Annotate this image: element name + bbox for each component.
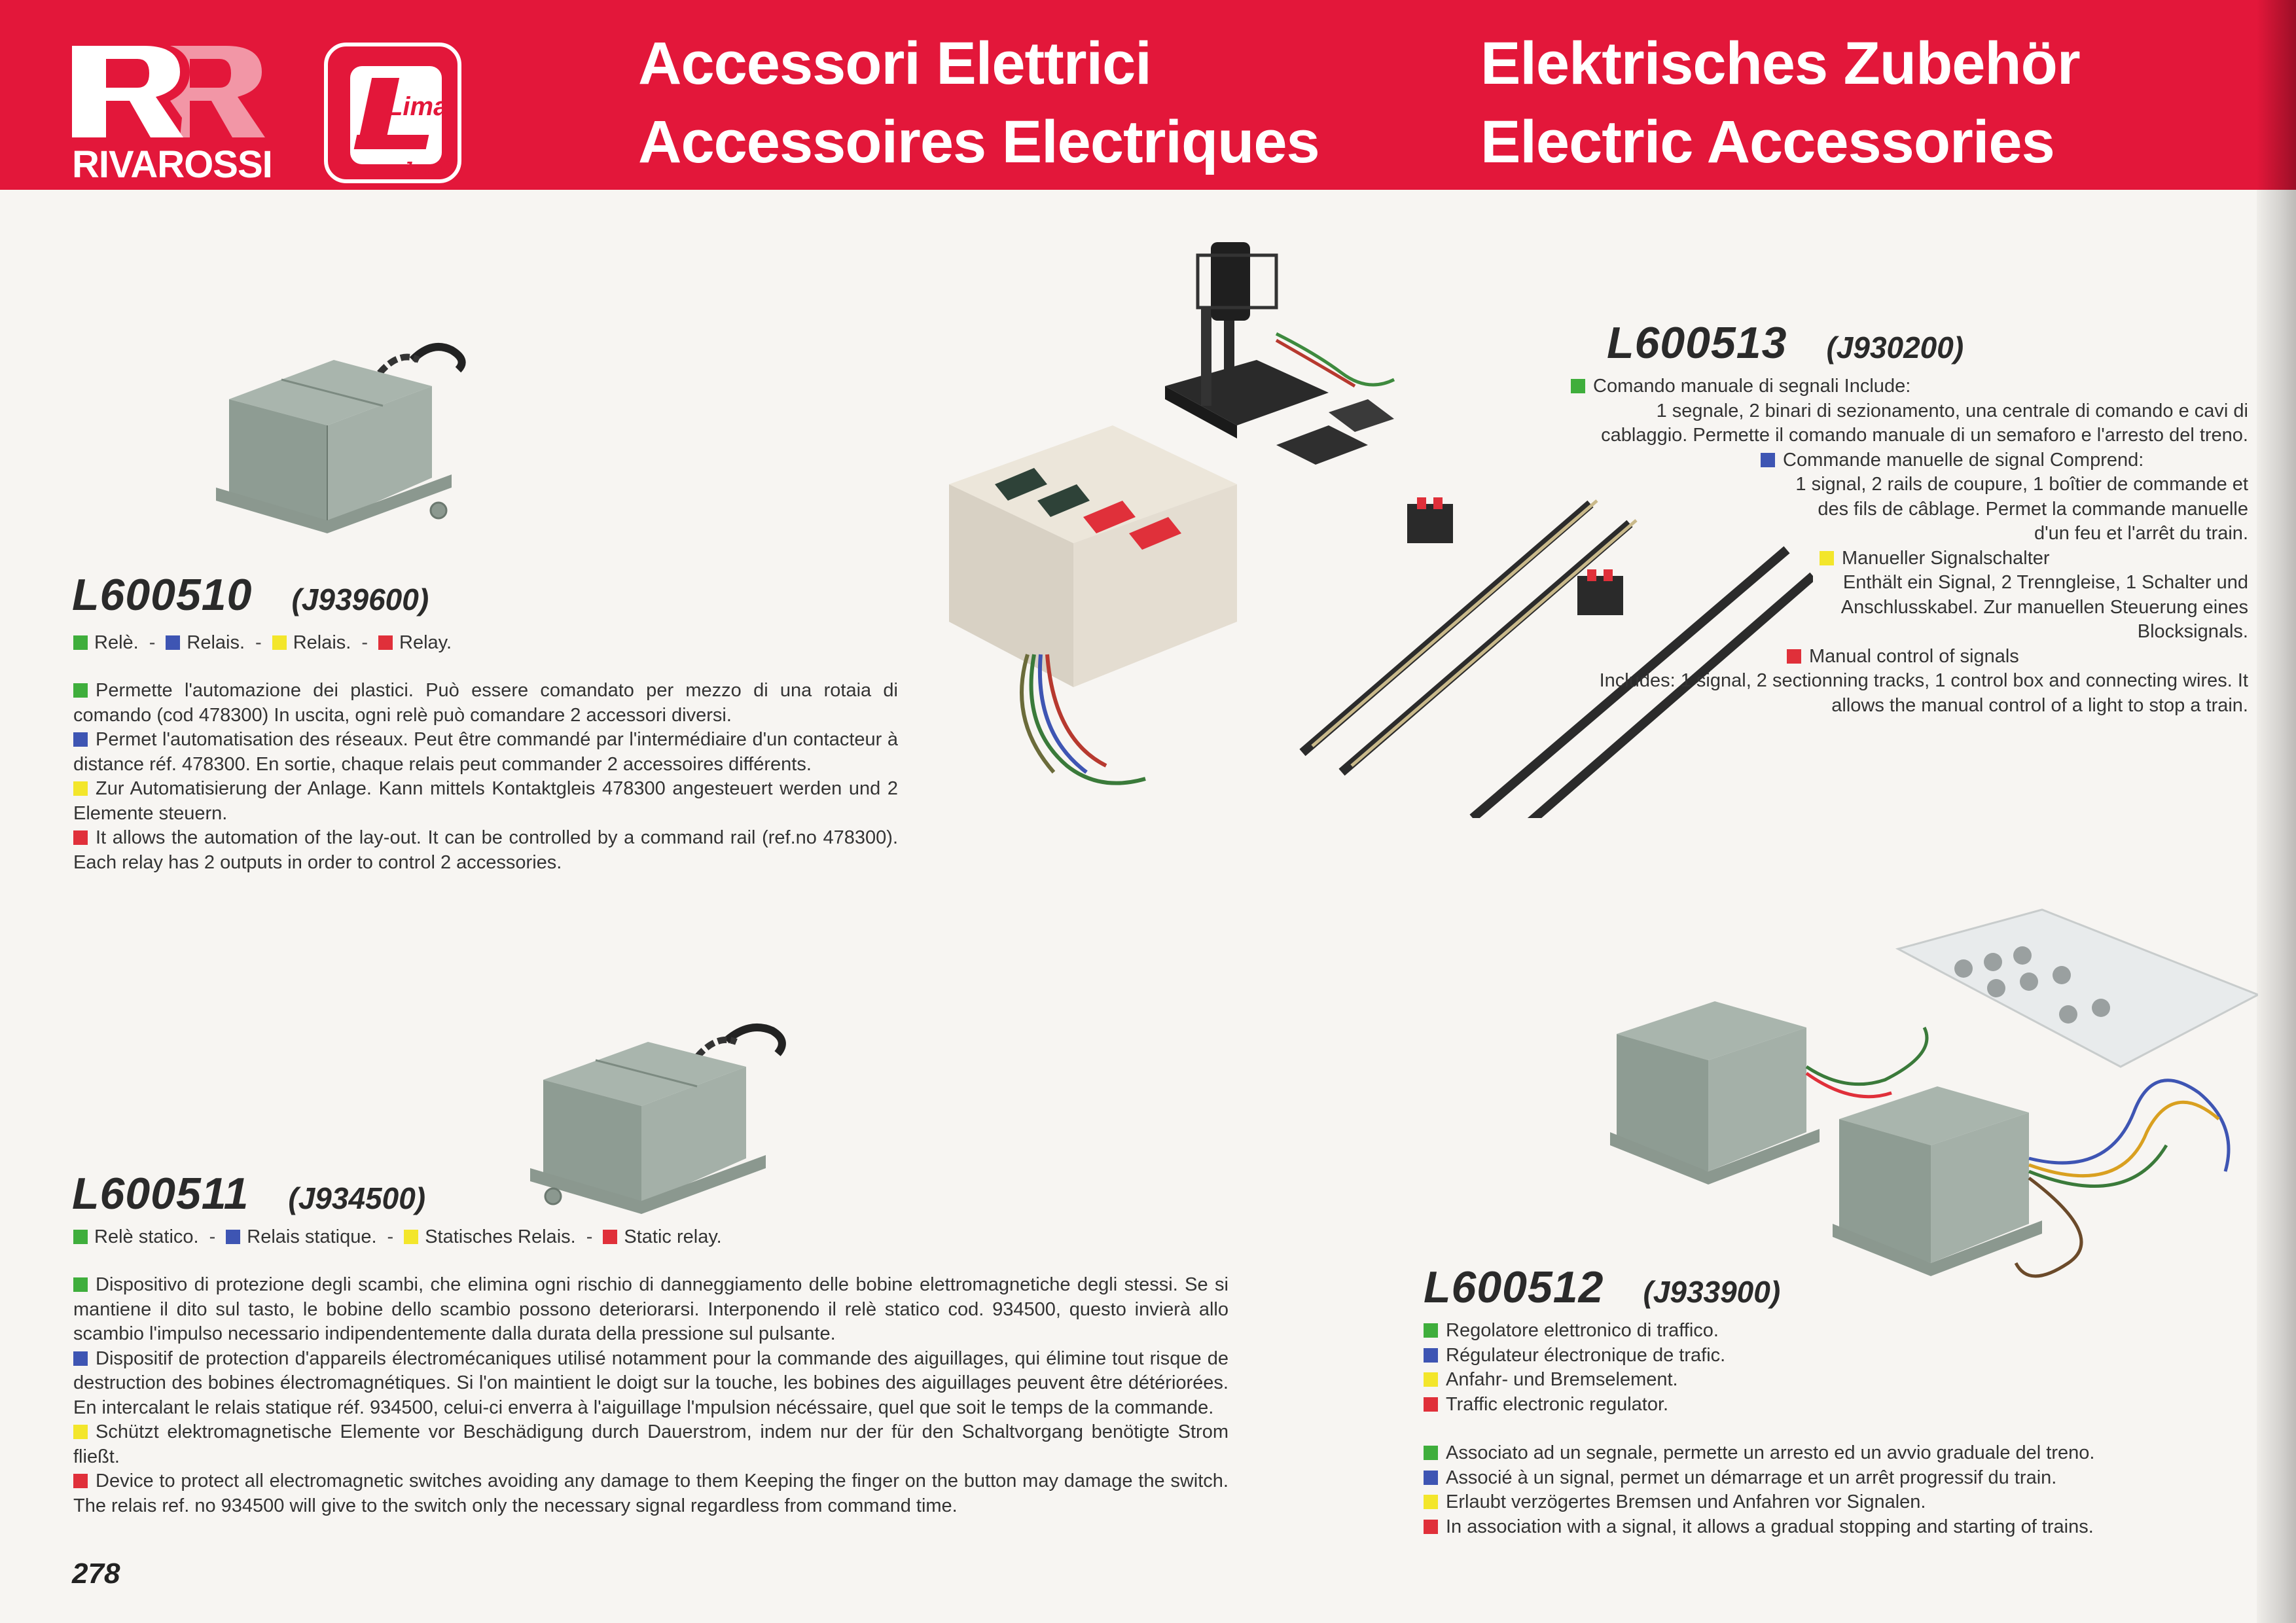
product-ref-j933900: (J933900): [1643, 1275, 1781, 1309]
description-l600511: Dispositivo di protezione degli scambi, che elimina ogni rischio di danneggiamento delle bobine elettromagnetiche degli stessi. Se si mantiene il dito sul tasto, le bobine dello scambio possono deteriorarsi. Interponendo il relè statico cod. 934500, questo invierà allo scambio l'impulso necessario indipendentemente dalla durata della pressione sul pulsante. Dispositif de protection d'appareils électromécaniques utilisé notamment pour la commande des aiguillages, qui élimine tout risque de destruction des bobines électromagnétiques. Si l'on maintient le doigt sur la touche, les bobines des aiguillages peuvent être détériorées. En intercalant le relais statique réf. 934500, celui-ci enverra à l'aiguillage l'mpulsion nécéssaire, quel que soit le temps de la commande. Schützt elektromagnetische Elemente vor Beschädigung durch Dauerstrom, indem nur der für den Schaltvorgang benötigte Strom fließt. Device to protect all electromagnetic switches avoiding any damage to them Keeping the finger on the button may damage the switch. The relais ref. no 934500 will give to the switch only the necessary signal regardless from command time.: [73, 1274, 1229, 1516]
italian-square-icon: [73, 1230, 88, 1244]
product-code-l600511: L600511 (J934500): [72, 1169, 426, 1219]
german-square-icon: [73, 1425, 88, 1439]
french-square-icon: [73, 732, 88, 747]
german-square-icon: [73, 781, 88, 796]
lima-logo-badge: [350, 66, 448, 177]
legend-l600512: Regolatore elettronico di traffico. Régulateur électronique de trafic. Anfahr- und Bremselement. Traffic electronic regulator.: [1424, 1319, 2248, 1417]
legend-l600510: Relè. - Relais. - Relais. - Relay.: [73, 632, 452, 654]
header-band: [0, 0, 2296, 190]
english-square-icon: [1787, 649, 1801, 664]
description-l600512: Associato ad un segnale, permette un arresto ed un avvio graduale del treno. Associé à un signal, permet un démarrage et un arrêt progressif du train. Erlaubt verzögertes Bremsen und Anfahren vor Signalen. In association with a signal, it allows a gradual stopping and starting of trains.: [1424, 1441, 2248, 1539]
rivarossi-wordmark: RIVAROSSI: [72, 143, 272, 186]
rivarossi-rr-icon: [72, 46, 268, 137]
description-l600513: Comando manuale di segnali Include: 1 segnale, 2 binari di sezionamento, una centrale di comando e cavi di cablaggio. Permette il comando manuale di un semaforo e l'arresto del treno. Commande manuelle de signal Comprend: 1 signal, 2 rails de coupure, 1 boîtier de commande et des fils de câblage. Permet la commande manuelle d'un feu et l'arrêt du train. Manueller Signalschalter Enthält ein Signal, 2 Trenngleise, 1 Schalter und Anschlusskabel. Zur manuellen Steuerung eines Blocksignals. Manual control of signals Includes: 1 signal, 2 sectionning tracks, 1 control box and connecting wires. It allows the manual control of a light to stop a train.: [1571, 374, 2248, 718]
english-square-icon: [73, 830, 88, 845]
legend-l600511: Relè statico. - Relais statique. - Statisches Relais. - Static relay.: [73, 1226, 722, 1248]
german-square-icon: [1424, 1372, 1438, 1387]
relay-image: [216, 314, 491, 537]
french-square-icon: [166, 635, 180, 650]
english-square-icon: [378, 635, 393, 650]
italian-square-icon: [1424, 1323, 1438, 1338]
english-square-icon: [73, 1474, 88, 1488]
product-code-l600513: L600513 (J930200): [1607, 318, 1964, 368]
title-french: Accessoires Electriques: [638, 109, 1319, 175]
italian-square-icon: [73, 635, 88, 650]
product-ref-j934500: (J934500): [288, 1181, 426, 1215]
english-square-icon: [1424, 1397, 1438, 1412]
german-square-icon: [272, 635, 287, 650]
description-l600510: Permette l'automazione dei plastici. Può essere comandato per mezzo di una rotaia di comando (cod 478300) In uscita, ogni relè può comandare 2 accessori diversi. Permet l'automatisation des réseaux. Peut être commandé par l'intermédiaire d'un contacteur à distance réf. 478300. En sortie, chaque relais peut commander 2 accessoires différents. Zur Automatisierung der Anlage. Kann mittels Kontaktgleis 478300 angesteuert werden und 2 Elemente steuern. It allows the automation of the lay-out. It can be controlled by a command rail (ref.no 478300). Each relay has 2 outputs in order to control 2 accessories.: [73, 680, 898, 873]
german-square-icon: [1820, 551, 1834, 565]
french-square-icon: [1761, 453, 1775, 467]
french-square-icon: [226, 1230, 240, 1244]
product-ref-j930200: (J930200): [1826, 330, 1964, 365]
product-ref-j939600: (J939600): [291, 582, 429, 616]
next-page-edge: [2257, 190, 2296, 1623]
french-square-icon: [1424, 1471, 1438, 1485]
italian-square-icon: [73, 683, 88, 698]
jouef-wordmark: Jouef: [403, 158, 448, 177]
page-number: 278: [72, 1558, 120, 1590]
german-square-icon: [1424, 1495, 1438, 1509]
english-square-icon: [1424, 1520, 1438, 1534]
title-german: Elektrisches Zubehör: [1480, 30, 2080, 97]
german-square-icon: [404, 1230, 418, 1244]
title-english: Electric Accessories: [1480, 109, 2054, 175]
english-square-icon: [603, 1230, 617, 1244]
product-code-l600510: L600510 (J939600): [72, 570, 429, 620]
italian-square-icon: [1571, 379, 1585, 393]
french-square-icon: [73, 1351, 88, 1366]
product-code-l600512: L600512 (J933900): [1424, 1262, 1781, 1312]
lima-jouef-logo: [324, 43, 461, 183]
title-italian: Accessori Elettrici: [638, 30, 1151, 97]
italian-square-icon: [73, 1277, 88, 1292]
static-relay-image: [530, 1001, 805, 1217]
french-square-icon: [1424, 1348, 1438, 1363]
rivarossi-logo: [72, 46, 272, 186]
italian-square-icon: [1424, 1446, 1438, 1460]
lima-wordmark: Lima: [387, 92, 448, 121]
